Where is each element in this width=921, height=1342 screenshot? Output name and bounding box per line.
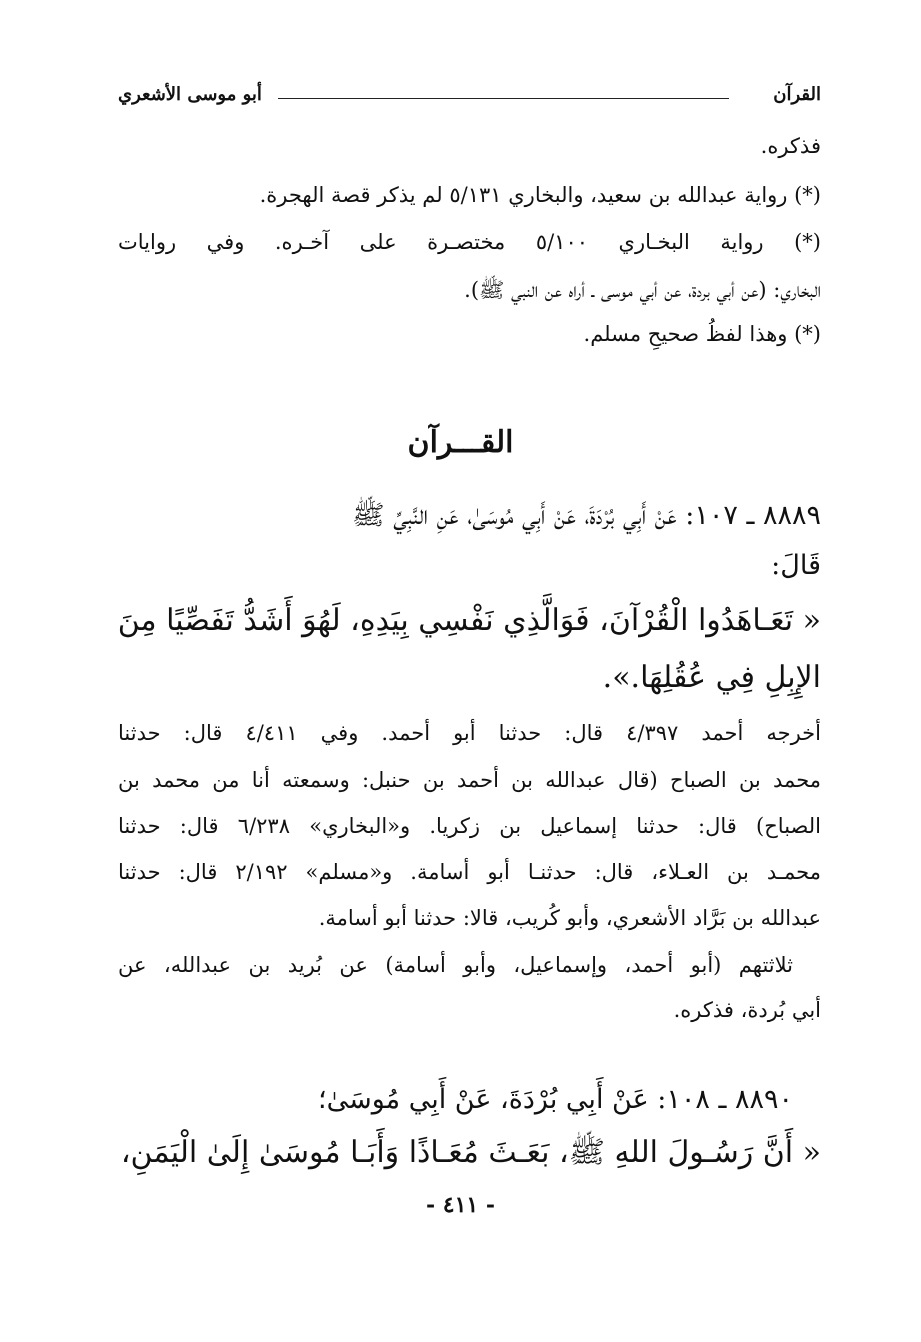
takhrij-line: ثلاثتهم (أبو أحمد، وإسماعيل، وأبو أسامة) عن بُريد بن عبدالله، عن bbox=[118, 953, 793, 977]
running-header bbox=[118, 84, 821, 112]
header-rule bbox=[278, 98, 729, 99]
header-chapter-title: القرآن bbox=[773, 84, 821, 105]
header-companion-name: أبو موسى الأشعري bbox=[118, 84, 262, 105]
takhrij-line: أبي بُردة، فذكره. bbox=[673, 998, 821, 1022]
takhrij-line: عبدالله بن بَرَّاد الأشعري، وأبو كُريب، قالا: حدثنا أبو أسامة. bbox=[318, 906, 821, 930]
note-line: (*) رواية عبدالله بن سعيد، والبخاري ٥/١٣١ لم يذكر قصة الهجرة. bbox=[259, 183, 821, 207]
takhrij-line: محمد بن الصباح (قال عبدالله بن أحمد بن حنبل: وسمعته أنا من محمد بن bbox=[118, 768, 821, 792]
takhrij-line: أخرجه أحمد ٤/٣٩٧ قال: حدثنا أبو أحمد. وفي ٤/٤١١ قال: حدثنا bbox=[118, 721, 821, 745]
note-line: (*) رواية البخـاري ٥/١٠٠ مختصـرة على آخـره. وفي روايات bbox=[118, 230, 821, 254]
page-number: - ٤١١ - bbox=[425, 1192, 496, 1218]
hadith-matn-line: الإِبِلِ فِي عُقُلِهَا.». bbox=[602, 660, 821, 695]
hadith-matn-line: « أَنَّ رَسُـولَ اللهِ ﷺ، بَعَـثَ مُعَـاذًا وَأَبَـا مُوسَىٰ إِلَىٰ الْيَمَنِ، bbox=[120, 1135, 821, 1170]
note-line: البخاري: (عن أبي بردة، عن أبي موسى ـ أراه عن النبي ﷺ). bbox=[464, 278, 821, 302]
takhrij-line: الصباح) قال: حدثنا إسماعيل بن زكريا. و«البخاري» ٦/٢٣٨ قال: حدثنا bbox=[118, 814, 821, 838]
hadith-isnad-line: قَالَ: bbox=[771, 550, 821, 581]
hadith-matn-line: « تَعَـاهَدُوا الْقُرْآنَ، فَوَالَّذِي نَفْسِي بِيَدِهِ، لَهُوَ أَشَدُّ تَفَصِّيًا مِنَ bbox=[117, 603, 821, 638]
takhrij-line: محمـد بن العـلاء، قال: حدثنـا أبو أسامة. و«مسلم» ٢/١٩٢ قال: حدثنا bbox=[118, 860, 821, 884]
section-title: القـــرآن bbox=[407, 425, 514, 460]
note-line: فذكره. bbox=[760, 134, 821, 158]
hadith-isnad-line: ٨٨٩٠ ـ ١٠٨: عَنْ أَبِي بُرْدَةَ، عَنْ أَبِي مُوسَىٰ؛ bbox=[318, 1084, 793, 1115]
hadith-isnad-line: ٨٨٨٩ ـ ١٠٧: عَنْ أَبِي بُرْدَةَ، عَنْ أَبِي مُوسَىٰ، عَنِ النَّبِيِّ ﷺ bbox=[352, 500, 821, 531]
note-line: (*) وهذا لفظُ صحيحِ مسلم. bbox=[583, 322, 821, 346]
